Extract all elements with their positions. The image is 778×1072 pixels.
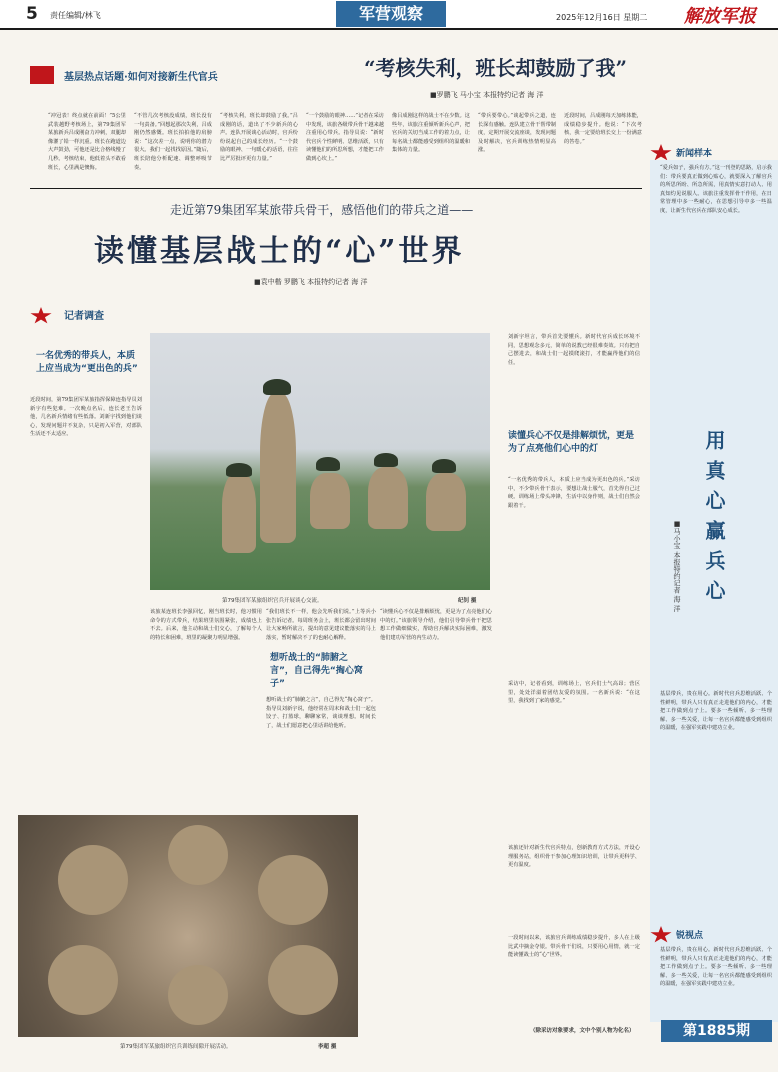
star-icon — [30, 66, 54, 84]
subhead-1: 一名优秀的带兵人，本质上应当成为“更出色的兵” — [36, 351, 138, 374]
issue-date: 2025年12月16日 星期二 — [556, 13, 648, 22]
topic-tag — [30, 66, 250, 84]
body-column-1: 近段时间，第79集团军某旅指挥保障连指导员刘新宇有些犯难。一次晚点名后，连长老王告诉他，几名新兵情绪有些低落。刘新宇找到他们谈心，发现问题并不复杂，只是初入军营，对部队生活还不太适应。 — [30, 397, 142, 438]
topic-tag-label: 基层热点话题·如何对接新生代官兵 — [64, 72, 218, 83]
sidebar-body: 基层带兵，贵在用心。新时代官兵思维活跃、个性鲜明，带兵人只有真正走进他们的内心，才能把工作做到点子上。要多一些倾听、多一些理解、多一些关爱，让每一名官兵都能感受到组织的温暖，在强军实践中建功立业。 — [660, 691, 772, 732]
issue-number: 第1885期 — [661, 1020, 772, 1042]
body-column-3a: “我们班长不一样，他会先听我们说。”上等兵小张告诉记者。每周班务会上，班长都会留出时间让大家畅所欲言，提出的意见建议能落实的马上落实，暂时解决不了的也耐心解释。 — [266, 609, 376, 641]
body-column-4: “读懂兵心不仅是排解烦忧，更是为了点亮他们心中的灯。”该旅领导介绍，他们引导带兵骨干把思想工作做细做实，帮助官兵解决实际困难，激发他们建功军营的内生动力。 — [380, 609, 492, 641]
cap-icon — [432, 459, 456, 473]
body-column-3b: 想听战士的“肺腑之言”，自己得先“掏心窝子”。指导员刘新宇说，他经常在周末和战士们一起包饺子、打篮球，聊聊家常，谈谈理想。时间长了，战士们愿意把心里话讲给他听。 — [266, 697, 376, 729]
photo1-credit: 纪钊 摄 — [458, 598, 477, 604]
newspaper-logo: 解放军报 — [684, 6, 756, 27]
sidebar-vertical-byline: ■马小宝 本报特约记者 海 洋 — [673, 520, 681, 612]
body-column-2: 该旅某连班长李强回忆，刚当班长时，他习惯用命令的方式带兵，结果班里氛围紧张，成绩也上不去。后来，他主动和战士们交心，了解每个人的特长和困难，班里的凝聚力明显增强。 — [150, 609, 262, 641]
soldier-figure — [368, 467, 408, 529]
news-sample-header — [650, 112, 778, 162]
subhead-2: 想听战士的“肺腑之言”，自己得先“掏心窝子” — [270, 653, 363, 689]
top-story-column-3: “考核失利，班长却鼓励了我。”吕成刚的话，道出了不少新兵的心声。连队开展谈心活动时，官兵纷纷说起自己的成长经历。“一个鼓励的眼神、一句暖心的话语，往往比严厉批评更有力量。” — [220, 113, 298, 162]
soldier-figure — [58, 845, 128, 915]
cap-icon — [226, 463, 252, 477]
soldier-figure — [222, 473, 256, 553]
section-label-text: 记者调查 — [64, 311, 104, 322]
soldier-figure — [426, 473, 466, 531]
divider — [30, 188, 642, 189]
subhead-3: 读懂兵心不仅是排解烦忧，更是为了点亮他们心中的灯 — [508, 431, 635, 454]
section-title: 军营观察 — [336, 1, 446, 27]
top-story-column-5: 像吕成刚这样的战士不在少数。这些年，该旅注重倾听新兵心声，把官兵的关切当成工作的着力点，让每名战士都能感受到组织的温暖和集体的力量。 — [392, 113, 470, 154]
top-story-column-1: “冲冠表！终点就在前面！”5公里武装越野考核场上，第79集团军某旅新兵吕成刚奋力冲刺，双腿却像灌了铅一样沉重。班长在跑道边大声鼓劲，可他还是比合格线慢了几秒。考核结束，他低着头不敢看班长，心里满是懊悔。 — [48, 113, 126, 171]
soldier-figure — [310, 473, 350, 529]
cap-icon — [374, 453, 398, 467]
main-story-title: 读懂基层战士的“心”世界 — [94, 234, 465, 269]
soldier-figure — [168, 965, 228, 1025]
body-column-5e: 一段时间以来，该旅官兵训练成绩稳步提升，多人在上级比武中摘金夺银。带兵骨干们说，只要用心用情，就一定能读懂战士的“心”世界。 — [508, 935, 640, 959]
top-story-title: “考核失利，班长却鼓励了我” — [364, 56, 628, 80]
cap-icon — [263, 379, 291, 395]
sharp-view-label: 锐视点 — [676, 931, 704, 941]
photo2-caption: 第79集团军某旅组织官兵训练间隙开展活动。 — [120, 1044, 232, 1050]
body-column-5c: 采访中，记者看到，训练场上，官兵们士气高昂；营区里，处处洋溢着团结友爱的氛围。一名新兵说：“在这里，我找到了家的感觉。” — [508, 681, 640, 705]
end-note: （除采访对象要求，文中个别人物为化名） — [530, 1028, 635, 1034]
photo-soldiers-circle — [18, 815, 358, 1037]
star-icon — [30, 307, 52, 325]
page-number: 5 — [26, 4, 38, 24]
news-sample-label: 新闻样本 — [676, 149, 713, 159]
sharp-view-text: 基层带兵，贵在用心。新时代官兵思维活跃、个性鲜明，带兵人只有真正走进他们的内心，才能把工作做到点子上。要多一些倾听、多一些理解、多一些关爱，让每一名官兵都能感受到组织的温暖，在强军实践中建功立业。 — [660, 947, 772, 988]
reporter-investigation-label — [30, 307, 150, 327]
soldier-figure — [268, 945, 338, 1015]
top-story-column-2: “不管几次考核没成绩，班长没有一句责备。”回想起那次失利，吕成刚仍然感慨。班长拍拍他的肩膀说：“这次差一点，说明你的潜力很大。我们一起找找原因。”随后，班长陪他分析配速、调整呼吸节奏。 — [134, 113, 212, 171]
top-story-column-7: 近段时间，吕成刚每天加练体能，成绩稳步提升。他说：“下次考核，我一定要给班长交上一份满意的答卷。” — [564, 113, 642, 145]
editor-credit: 责任编辑/林飞 — [50, 11, 101, 20]
cap-icon — [316, 457, 340, 471]
main-story-byline: ■袁中楷 罗鹏飞 本报特约记者 海 洋 — [254, 278, 368, 286]
star-icon — [650, 926, 672, 944]
body-column-5a: 刘新宇坦言，带兵首先要懂兵。新时代官兵成长环境不同，思想观念多元，简单的说教已经很难奏效。只有把自己摆进去，和战士们一起摸爬滚打，才能赢得他们的信任。 — [508, 334, 640, 366]
body-column-5b: “一名优秀的带兵人，本质上应当成为更出色的兵。”采访中，不少带兵骨干表示，要想让战士服气，首先得自己过硬。训练场上带头冲锋，生活中以身作则，战士们自然会跟着干。 — [508, 477, 640, 509]
photo2-credit: 李超 摄 — [318, 1044, 337, 1050]
sidebar-vertical-title: 用真心赢兵心 — [702, 430, 726, 610]
main-story-kicker: 走近第79集团军某旅带兵骨干，感悟他们的带兵之道—— — [170, 203, 474, 217]
body-column-5d: 该旅还针对新生代官兵特点，创新教育方式方法，开设心理服务站，组织骨干参加心理知识培训，让带兵更科学、更有温度。 — [508, 845, 640, 869]
top-story-column-6: “带兵要带心。”谈起带兵之道，连长深有感触。连队建立骨干帮带制度，定期开展交流座谈，发现问题及时解决，官兵训练热情明显高涨。 — [478, 113, 556, 154]
soldier-figure — [258, 855, 328, 925]
news-sample-text: “爱兵如子，强兵有方。”这一刊登的思路，启示我们：带兵要真正做到心贴心，就要深入了解官兵的所思所盼、所急所需，用真情实意打动人、用真知灼见说服人。该旅注重发挥骨干作用，在日常管理中多一些耐心，在思想引导中多一些温度，让新生代官兵在部队安心成长。 — [660, 165, 772, 214]
sharp-view-header — [650, 924, 778, 946]
top-story-column-4: “一个鼓励的眼神……”记者在采访中发现，该旅各级带兵骨干越来越注重用心带兵。指导员说：“新时代官兵个性鲜明、思维活跃，只有读懂他们的所思所想，才能把工作做到心坎上。” — [306, 113, 384, 162]
soldier-figure — [168, 825, 228, 885]
top-story-byline: ■罗鹏飞 马小宝 本报特约记者 海 洋 — [430, 91, 544, 99]
photo-soldiers-talk — [150, 333, 490, 590]
soldier-figure — [260, 393, 296, 543]
soldier-figure — [48, 945, 118, 1015]
photo1-caption: 第79集团军某旅组织官兵开展谈心交流。 — [222, 598, 323, 604]
